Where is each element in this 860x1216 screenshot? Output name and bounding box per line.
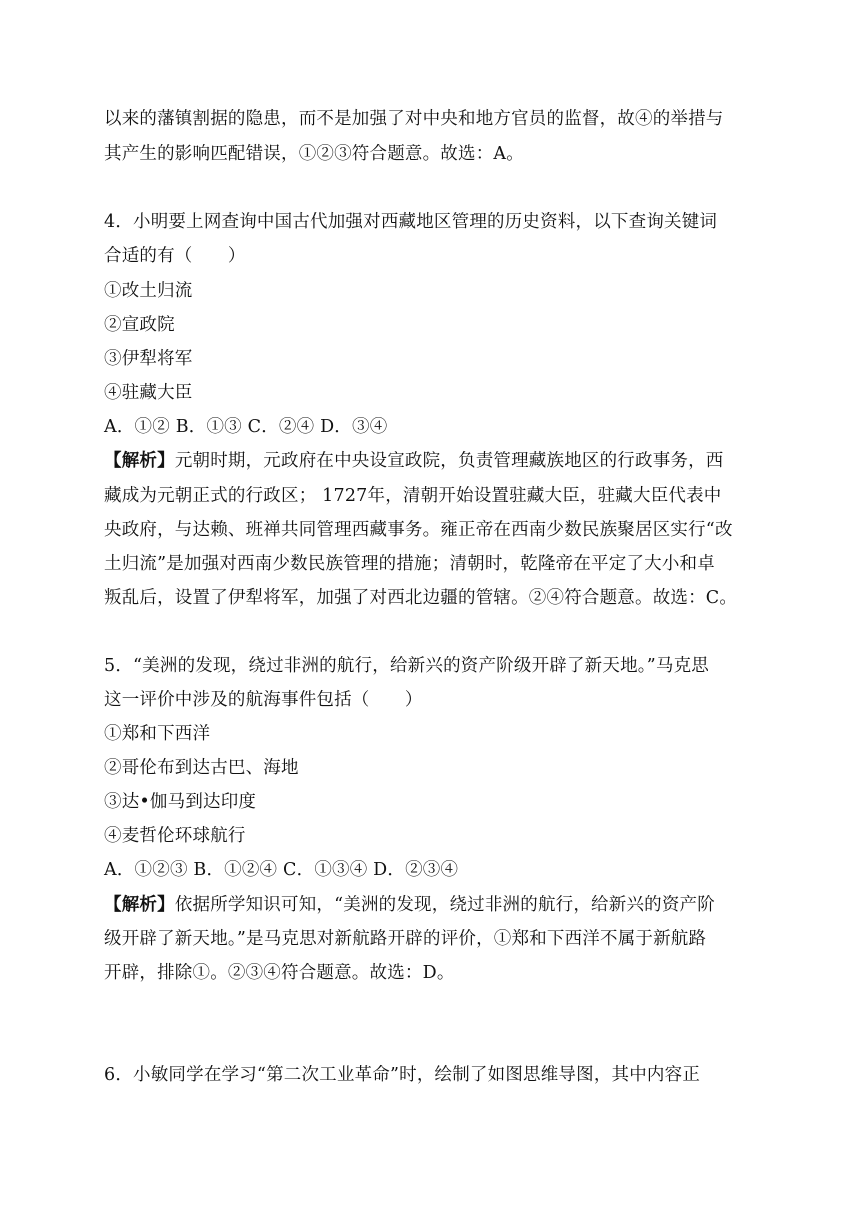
q4-stem-line-2: 合适的有（ ） [104,246,246,266]
q5-item-4: ④麦哲伦环球航行 [104,826,246,846]
q4-analysis-line-4: 土归流”是加强对西南少数民族管理的措施；清朝时，乾隆帝在平定了大小和卓 [104,554,715,574]
q4-analysis-text-1: 元朝时期，元政府在中央设宣政院，负责管理藏族地区的行政事务，西 [174,451,724,471]
q4-item-4: ④驻藏大臣 [104,383,193,403]
q4-analysis-line-2: 藏成为元朝正式的行政区； 1727年，清朝开始设置驻藏大臣，驻藏大臣代表中 [104,486,722,506]
q6-stem-line-1: 6．小敏同学在学习“第二次工业革命”时，绘制了如图思维导图，其中内容正 [104,1065,701,1085]
q5-item-2: ②哥伦布到达古巴、海地 [104,758,299,778]
q5-analysis-tag: 【解析】 [104,895,175,915]
q5-analysis-text-1: 依据所学知识可知，“美洲的发现，绕过非洲的航行，给新兴的资产阶 [174,895,715,915]
q4-item-3: ③伊犁将军 [104,349,193,369]
q5-item-1: ①郑和下西洋 [104,724,211,744]
q5-analysis-line-3: 开辟，排除①。②③④符合题意。故选：D。 [104,963,455,983]
q5-item-3: ③达•伽马到达印度 [104,792,257,812]
q4-options: A．①② B．①③ C．②④ D．③④ [104,417,388,437]
q5-stem-line-1: 5．“美洲的发现，绕过非洲的航行，给新兴的资产阶级开辟了新天地。”马克思 [104,656,709,676]
q3-analysis-line-2: 其产生的影响匹配错误，①②③符合题意。故选：A。 [104,144,524,164]
q5-analysis-line-2: 级开辟了新天地。”是马克思对新航路开辟的评价，①郑和下西洋不属于新航路 [104,929,707,949]
q3-analysis-line-1: 以来的藩镇割据的隐患，而不是加强了对中央和地方官员的监督，故④的举措与 [104,109,724,129]
q4-analysis-line-5: 叛乱后，设置了伊犁将军，加强了对西北边疆的管辖。②④符合题意。故选：C。 [104,588,738,608]
q4-item-2: ②宣政院 [104,315,175,335]
q4-item-1: ①改土归流 [104,281,193,301]
q4-analysis-line-3: 央政府，与达赖、班禅共同管理西藏事务。雍正帝在西南少数民族聚居区实行“改 [104,520,733,540]
q5-analysis-line-1 [104,893,715,917]
q4-analysis-line-1 [104,449,724,473]
q4-stem-line-1: 4．小明要上网查询中国古代加强对西藏地区管理的历史资料，以下查询关键词 [104,212,718,232]
q4-analysis-tag: 【解析】 [104,451,175,471]
q5-stem-line-2: 这一评价中涉及的航海事件包括（ ） [104,690,423,710]
q5-options: A．①②③ B．①②④ C．①③④ D．②③④ [104,860,459,880]
